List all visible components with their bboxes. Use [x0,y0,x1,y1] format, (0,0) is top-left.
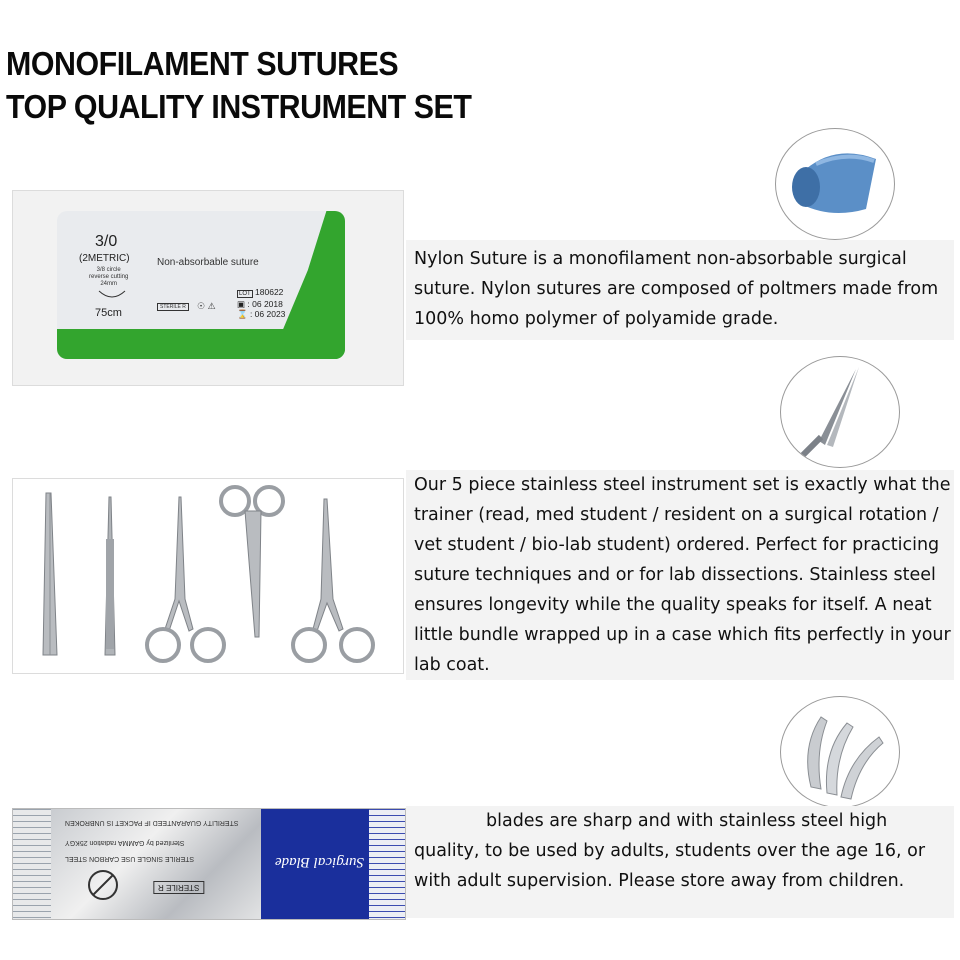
suture-packet-image [12,190,404,386]
title-line-2: TOP QUALITY INSTRUMENT SET [6,88,472,125]
suture-packet [57,211,345,359]
scalpel-blades-icon [780,696,900,808]
warning-symbols-icon: ☉ ⚠ [197,301,216,311]
blade-packet-text-1: STERILITY GUARANTEED IF PACKET IS UNBROKEN [65,819,239,826]
sterile-label: STERILE R [157,303,189,311]
suture-thread-icon [775,128,895,240]
no-reuse-icon [83,865,123,905]
blade-sterile-label: STERILE R [153,881,204,894]
blade-packet-text-3: STERILE SINGLE USE CARBON STEEL [65,855,195,862]
suture-type: Non-absorbable suture [157,257,259,268]
needle-curve-icon [97,289,127,301]
instrument-set-description: Our 5 piece stainless steel instrument set is exactly what the trainer (read, med student / resident on a surgical rotation / vet student / bio-lab student) ordered. Perfect for practicing suture techniques and or for lab dissections. Stainless steel ensures longevity while the quality speaks for itself. A neat little bundle wrapped up in a case which fits perfectly in your lab coat. [406,470,954,680]
blade-brand: Surgical Blade [275,854,365,870]
blades-description: blades are sharp and with stainless steel high quality, to be used by adults, students over the age 16, or with adult supervision. Please store away from children. [406,806,954,918]
suture-size: 3/0 [95,233,118,250]
forceps-tip-icon [780,356,900,468]
lot-dates: LOT 180622 ▣ : 06 2018 ⌛ : 06 2023 [237,287,286,319]
suture-metric: (2METRIC) [79,253,130,264]
blade-packet-text-2: Sterilized by GAMMA radiation 25KGY [65,839,185,846]
instrument-set-image [12,478,404,674]
needle-info: 3/8 circle reverse cutting 24mm [89,267,129,287]
title-line-1: MONOFILAMENT SUTURES [6,45,399,82]
suture-length: 75cm [95,307,122,319]
page-title [6,42,512,128]
nylon-suture-description: Nylon Suture is a monofilament non-absorbable surgical suture. Nylon sutures are composed of poltmers made from 100% homo polymer of polyamide grade. [406,240,954,340]
blade-packet-image [12,808,406,920]
